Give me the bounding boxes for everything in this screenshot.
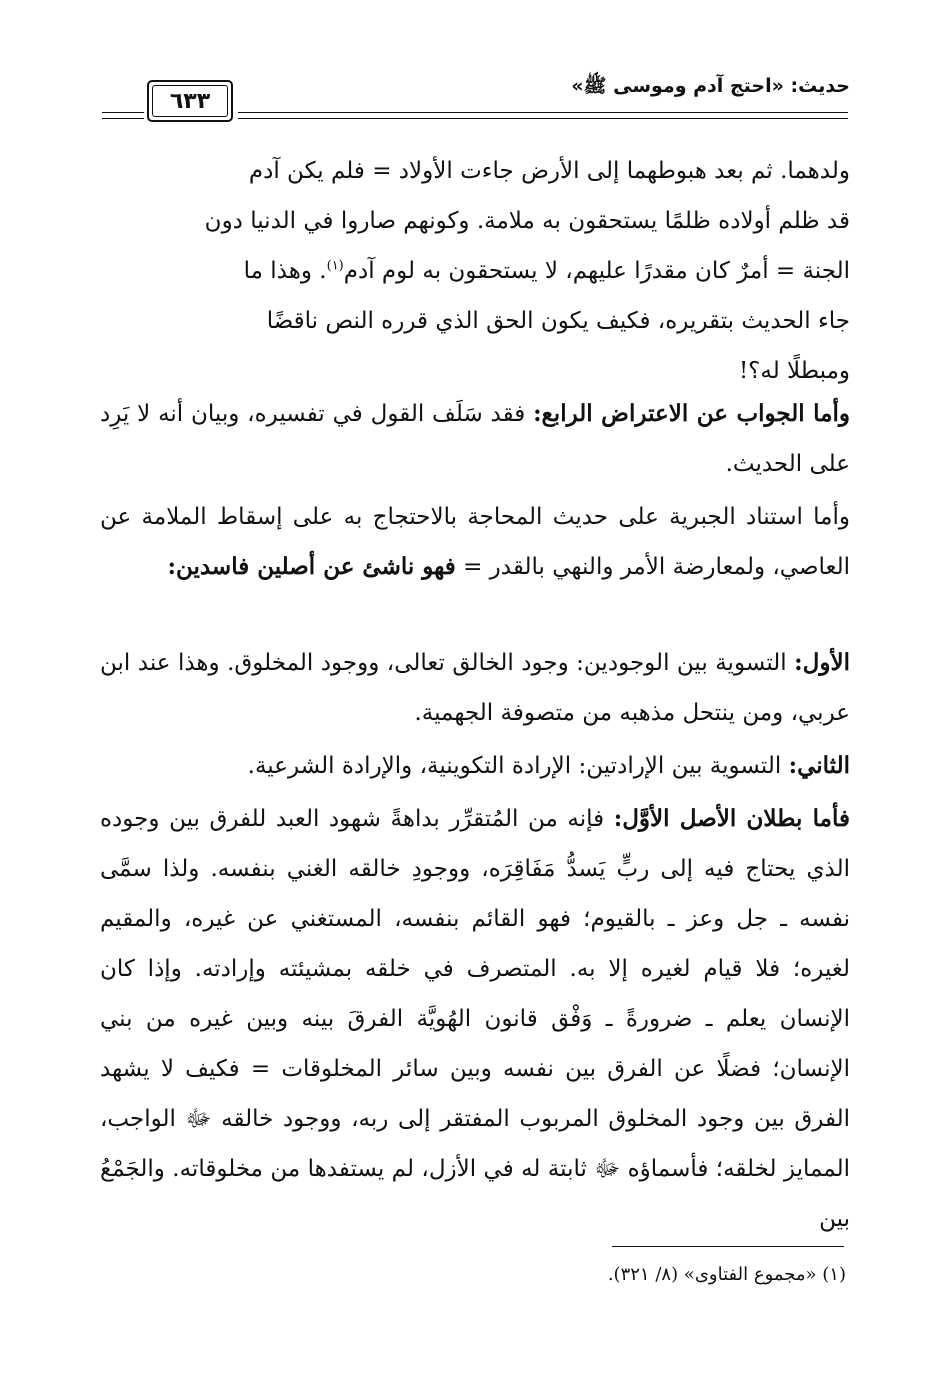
footnote-ref: (١) [326, 258, 344, 274]
paragraph-4-lead: الأول: [794, 649, 850, 676]
header-rule-left-top [102, 112, 144, 113]
paragraph-6-lead: فأما بطلان الأصل الأوَّل: [613, 805, 850, 832]
paragraph-2 [100, 389, 850, 489]
paragraph-5-lead: الثاني: [788, 752, 850, 779]
paragraph-6-text: فإنه من المُتقرِّر بداهةً شهود العبد للفرق بين وجوده الذي يحتاج فيه إلى ربٍّ يَسدُّ مَفَاقِرَه، ووجودِ خالقه الغني بنفسه. ولذا سمَّى نفسه ـ جل وعز ـ بالقيوم؛ فهو القائم بنفسه، المستغني عن غيره، والمقيم لغيره؛ فلا قيام لغيره إلا به. المتصرف في خلقه بمشيئته وإرادته. وإذا كان الإنسان يعلم ـ ضرورةً ـ وَفْق قانون الهُويَّة الفرقَ بينه وبين غيره من بني الإنسان؛ فضلًا عن الفرق بين نفسه وبين سائر المخلوقات = فكيف لا يشهد الفرق بين وجود المخلوق المربوب المفتقر إلى ربه، ووجود خالقه ﷻ الواجب، الممايز لخلقه؛ فأسماؤه ﷻ ثابتة له في الأزل، لم يستفدها من مخلوقاته. والجَمْعُ بين [100, 806, 850, 1232]
header-rule-right-bottom [238, 118, 848, 119]
footnote: (١) «مجموع الفتاوى» (٨/ ٣٢١). [607, 1264, 846, 1285]
page-number-frame [147, 80, 233, 122]
paragraph-2-lead: وأما الجواب عن الاعتراض الرابع: [533, 400, 850, 427]
footnote-rule [612, 1246, 844, 1247]
paragraph-3-bold-tail: فهو ناشئ عن أصلين فاسدين: [167, 553, 456, 580]
paragraph-1-line-1: ولدهما. ثم بعد هبوطهما إلى الأرض جاءت الأولاد = فلم يكن آدم [248, 158, 850, 184]
paragraph-3-text: وأما استناد الجبرية على حديث المحاجة بالاحتجاج به على إسقاط الملامة عن العاصي، ولمعارضة الأمر والنهي بالقدر = [100, 504, 850, 580]
paragraph-2-text: فقد سَلَف القول في تفسيره، وبيان أنه لا يَرِد على الحديث. [100, 401, 850, 477]
paragraph-1-line-2: قد ظلم أولاده ظلمًا يستحقون به ملامة. وكونهم صاروا في الدنيا دون [204, 208, 850, 234]
paragraph-5 [100, 741, 850, 791]
header-rule-right-top [238, 112, 848, 113]
paragraph-1-line-4: جاء الحديث بتقريره، فكيف يكون الحق الذي قرره النص ناقضًا [266, 308, 850, 334]
paragraph-1-line-3-tail: . وهذا ما [243, 258, 327, 284]
page-number: ٦٣٣ [152, 85, 228, 117]
paragraph-4-text: التسوية بين الوجودين: وجود الخالق تعالى، ووجود المخلوق. وهذا عند ابن عربي، ومن ينتحل مذهبه من متصوفة الجهمية. [100, 650, 850, 726]
paragraph-1-line-3 [100, 246, 850, 296]
paragraph-1-line-5: ومبطلًا له؟! [738, 358, 850, 384]
header-rule-left-bottom [102, 118, 144, 119]
paragraph-1 [100, 146, 850, 396]
paragraph-4 [100, 638, 850, 738]
running-title: حديث: «احتج آدم وموسى ﷺ» [571, 75, 850, 97]
paragraph-6 [100, 794, 850, 1244]
paragraph-3 [100, 492, 850, 592]
paragraph-5-text: التسوية بين الإرادتين: الإرادة التكوينية، والإرادة الشرعية. [247, 753, 789, 779]
paragraph-1-line-3-text: الجنة = أمرٌ كان مقدرًا عليهم، لا يستحقون به لوم آدم [343, 258, 850, 284]
